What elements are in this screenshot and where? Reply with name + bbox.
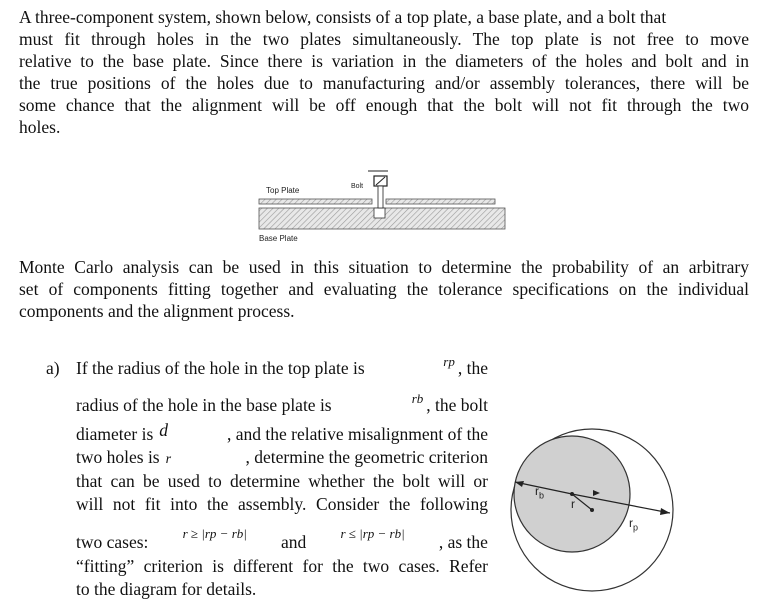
- d-symbol: d: [159, 420, 169, 440]
- mc-line: set of components fitting together and evaluating the tolerance specifications on the individual: [19, 279, 749, 299]
- question-a-line-3: diameter is d , and the relative misalignment of the: [76, 420, 488, 444]
- question-a-line-6: will not fit into the assembly. Consider the following: [76, 494, 488, 514]
- base-plate-hole: [374, 208, 385, 218]
- case-2-criterion: r ≤ |rp − rb|: [340, 526, 405, 541]
- rp-label: $r_p$: [629, 516, 639, 533]
- intro-line: some chance that the alignment will be off enough that the bolt will not fit through the two: [19, 95, 749, 115]
- intro-line: relative to the base plate. Since there is variation in the diameters of the holes and bolt and in: [19, 51, 749, 71]
- question-a-line-1: If the radius of the hole in the top plate is $^{rp}$ , the: [76, 354, 488, 378]
- bolt-label: Bolt: [351, 183, 364, 190]
- rb-symbol: rb: [411, 391, 424, 406]
- r-label: r: [571, 497, 575, 511]
- question-a-line-9: to the diagram for details.: [76, 579, 257, 599]
- mc-line: Monte Carlo analysis can be used in this situation to determine the probability of an arbitrary: [19, 257, 749, 277]
- top-plate-left: [259, 199, 372, 204]
- top-plate-label: Top Plate: [266, 186, 300, 195]
- intro-line: must fit through holes in the two plates simultaneously. The top plate is not free to move: [19, 29, 749, 49]
- rp-arrowhead: [660, 508, 670, 515]
- rb-label: $r_b$: [535, 484, 545, 501]
- bolt-shank: [378, 186, 383, 208]
- monte-carlo-paragraph: [19, 256, 749, 322]
- r-symbol: r: [165, 452, 172, 467]
- base-center-dot: [570, 492, 574, 496]
- intro-line: holes.: [19, 117, 61, 137]
- question-a-line-8: “fitting” criterion is different for the two cases. Refer: [76, 556, 488, 576]
- case-1-criterion: r ≥ |rp − rb|: [182, 526, 247, 541]
- question-a-line-7: two cases: r ≥ |rp − rb| and r ≤ |rp − rb| , as the: [76, 526, 488, 552]
- rp-symbol: rp: [443, 354, 455, 369]
- question-a-line-4: two holes is r , determine the geometric criterion: [76, 447, 488, 467]
- question-a-label: a): [46, 358, 60, 378]
- question-a-line-5: that can be used to determine whether the bolt will or: [76, 471, 488, 491]
- question-a-line-2: radius of the hole in the base plate is $^{rb}$ , the bolt: [76, 391, 488, 415]
- intro-line: the true positions of the holes due to manufacturing and/or assembly tolerances, there will be: [19, 73, 749, 93]
- base-plate-label: Base Plate: [259, 234, 298, 243]
- plate-center-dot: [590, 508, 594, 512]
- mc-line: components and the alignment process.: [19, 301, 295, 321]
- intro-line: A three-component system, shown below, consists of a top plate, a base plate, and a bolt that: [19, 7, 667, 27]
- top-plate-right: [386, 199, 495, 204]
